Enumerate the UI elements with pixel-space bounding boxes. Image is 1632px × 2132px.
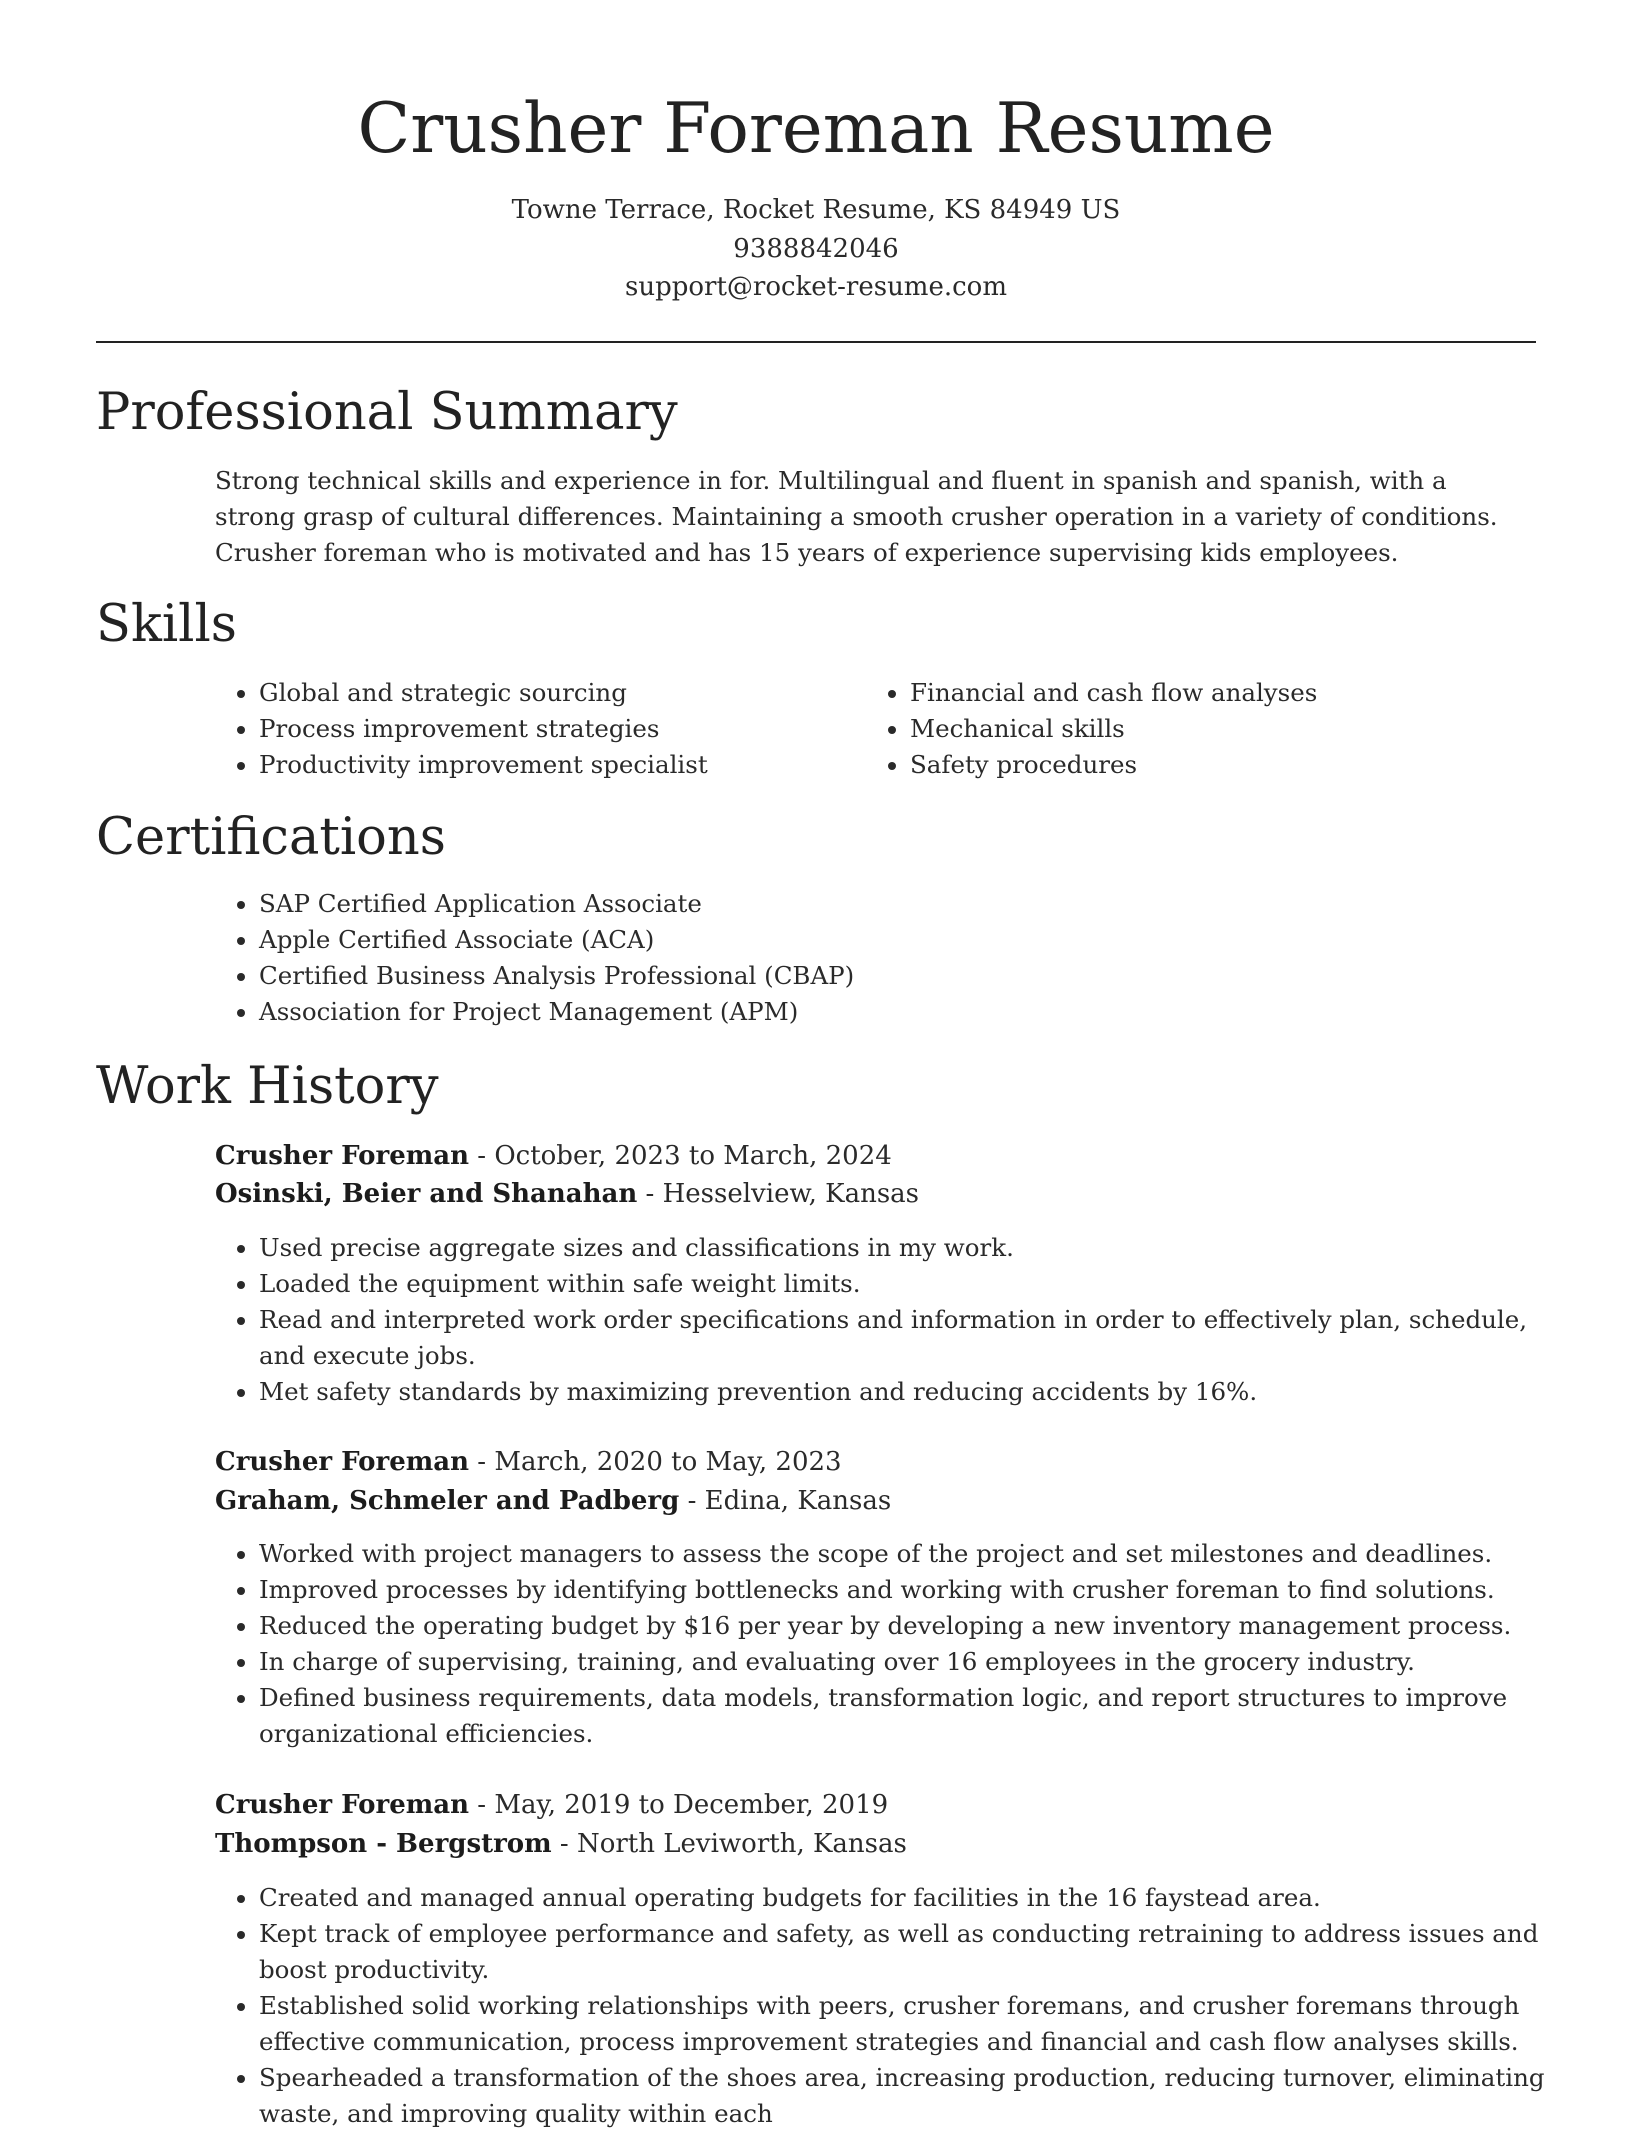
job-dates: - May, 2019 to December, 2019: [469, 1790, 889, 1820]
job-bullet: • Kept track of employee performance and safety, as well as conducting retraining to address issues and boost productivity.: [259, 1916, 1559, 1988]
skill-item: • Safety procedures: [910, 747, 1530, 783]
skill-item: • Process improvement strategies: [259, 711, 819, 747]
job-title: Crusher Foreman: [215, 1447, 470, 1477]
job-location: - Edina, Kansas: [679, 1486, 892, 1516]
job-title-line: [215, 1786, 888, 1824]
certification-item: • SAP Certified Application Associate: [259, 886, 1559, 922]
resume-title: Crusher Foreman Resume: [357, 89, 1275, 169]
job-company: Osinski, Beier and Shanahan: [215, 1179, 638, 1209]
job-dates: - March, 2020 to May, 2023: [469, 1447, 842, 1477]
certifications-heading: Certifications: [96, 808, 446, 867]
job-bullet: • Improved processes by identifying bottlenecks and working with crusher foreman to find solutions.: [259, 1572, 1559, 1608]
skills-list-left: [215, 675, 819, 783]
job-bullets: [215, 1536, 1559, 1752]
job-bullet: • Spearheaded a transformation of the shoes area, increasing production, reducing turnover, eliminating waste, and improving quality within each: [259, 2060, 1559, 2132]
contact-address: Towne Terrace, Rocket Resume, KS 84949 US: [511, 195, 1121, 225]
certification-item: • Certified Business Analysis Professional (CBAP): [259, 958, 1559, 994]
skills-list-right: [866, 675, 1530, 783]
job-title: Crusher Foreman: [215, 1141, 470, 1171]
contact-email: support@rocket-resume.com: [624, 272, 1007, 302]
job-bullet: • In charge of supervising, training, and evaluating over 16 employees in the grocery industry.: [259, 1644, 1559, 1680]
skill-item: • Mechanical skills: [910, 711, 1530, 747]
job-bullet: • Created and managed annual operating budgets for facilities in the 16 faystead area.: [259, 1880, 1559, 1916]
job-company-line: [215, 1482, 891, 1520]
skills-heading: Skills: [96, 595, 237, 654]
job-company-line: [215, 1175, 919, 1213]
skill-item: • Financial and cash flow analyses: [910, 675, 1530, 711]
skill-item: • Productivity improvement specialist: [259, 747, 819, 783]
job-bullet: • Loaded the equipment within safe weight limits.: [259, 1266, 1559, 1302]
job-title-line: [215, 1137, 892, 1175]
summary-heading: Professional Summary: [96, 383, 678, 442]
job-dates: - October, 2023 to March, 2024: [469, 1141, 892, 1171]
job-bullet: • Met safety standards by maximizing prevention and reducing accidents by 16%.: [259, 1374, 1559, 1410]
job-bullet: • Established solid working relationships with peers, crusher foremans, and crusher foremans through effective communication, process improvement strategies and financial and cash flow analyses skills.: [259, 1988, 1559, 2060]
job-location: - Hesselview, Kansas: [637, 1179, 920, 1209]
job-bullet: • Read and interpreted work order specifications and information in order to effectively plan, schedule, and execute jobs.: [259, 1302, 1559, 1374]
job-bullet: • Reduced the operating budget by $16 per year by developing a new inventory management process.: [259, 1608, 1559, 1644]
summary-text: Strong technical skills and experience in for. Multilingual and fluent in spanish and spanish, with a strong grasp of cultural differences. Maintaining a smooth crusher operation in a variety of conditions. Crusher foreman who is motivated and has 15 years of experience supervising kids employees.: [215, 466, 1498, 567]
job-bullet: • Defined business requirements, data models, transformation logic, and report structures to improve organizational efficiencies.: [259, 1680, 1559, 1752]
certifications-list: [215, 886, 1559, 1030]
certification-item: • Association for Project Management (APM): [259, 994, 1559, 1030]
skill-item: • Global and strategic sourcing: [259, 675, 819, 711]
job-bullet: • Used precise aggregate sizes and classifications in my work.: [259, 1230, 1559, 1266]
job-title: Crusher Foreman: [215, 1790, 470, 1820]
job-bullet: • Worked with project managers to assess the scope of the project and set milestones and deadlines.: [259, 1536, 1559, 1572]
job-location: - North Leviworth, Kansas: [551, 1829, 907, 1859]
certification-item: • Apple Certified Associate (ACA): [259, 922, 1559, 958]
job-company: Thompson - Bergstrom: [215, 1829, 552, 1859]
header-divider: [96, 341, 1536, 343]
job-title-line: [215, 1443, 842, 1481]
job-bullets: [215, 1230, 1559, 1410]
contact-phone: 9388842046: [733, 234, 899, 264]
work-history-heading: Work History: [96, 1057, 439, 1116]
job-bullets: [215, 1880, 1559, 2132]
job-company: Graham, Schmeler and Padberg: [215, 1486, 680, 1516]
job-company-line: [215, 1825, 907, 1863]
